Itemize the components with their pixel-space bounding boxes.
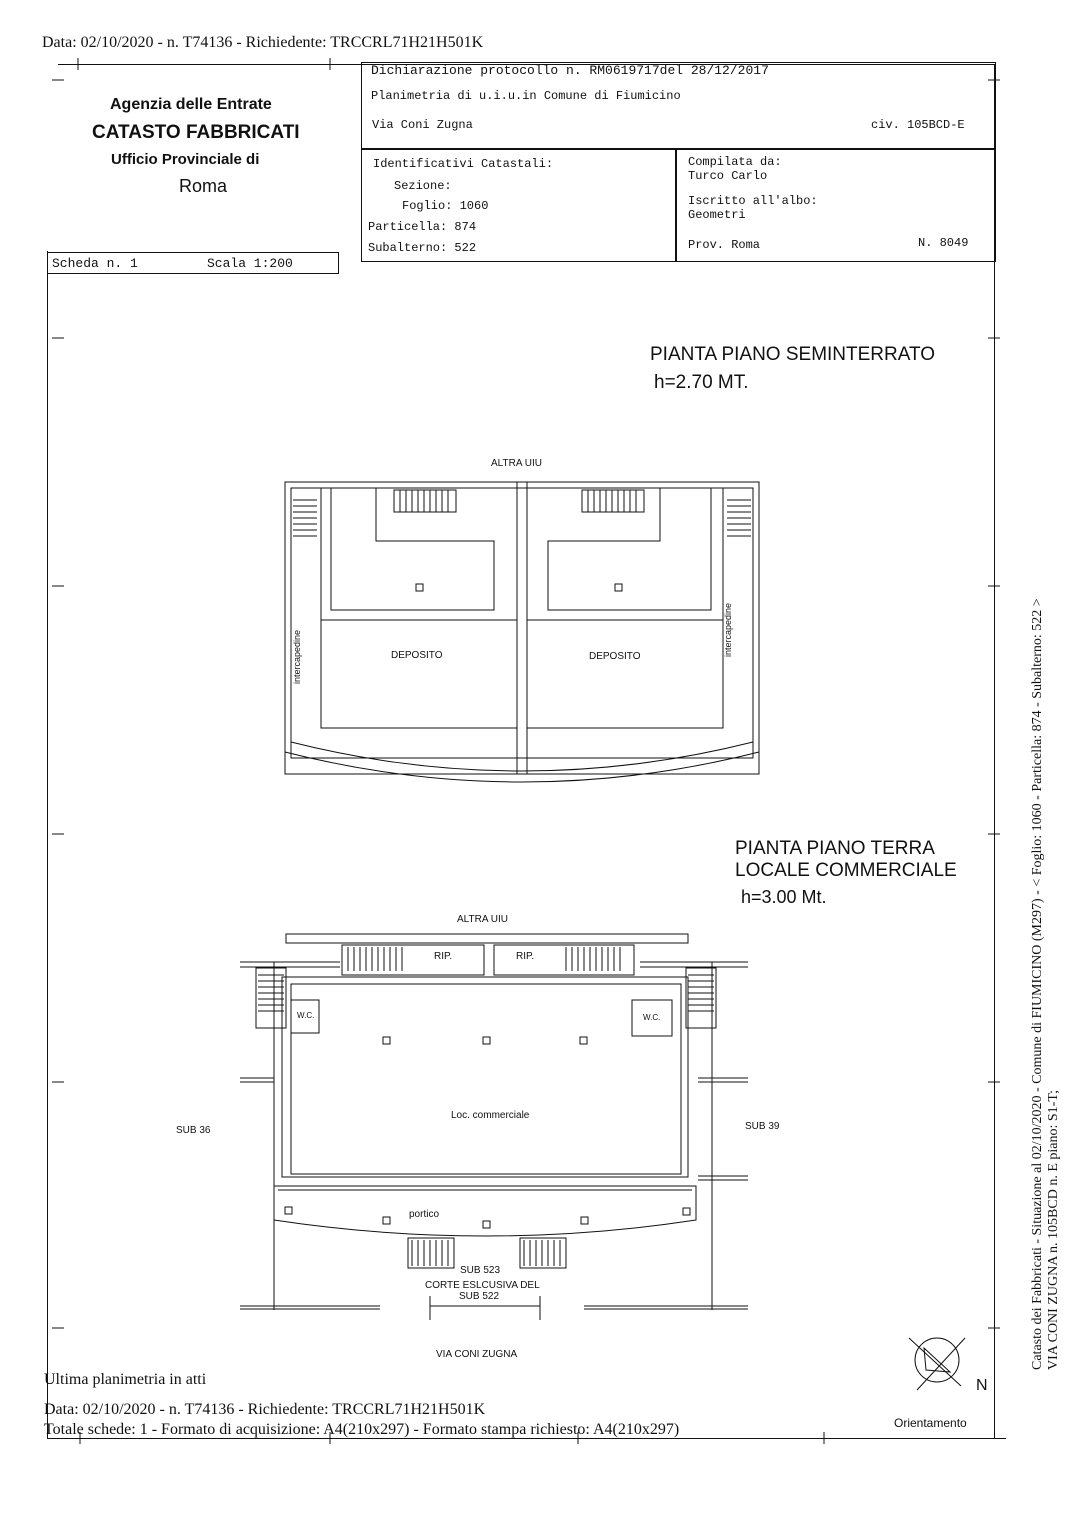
identifiers-sezione: Sezione:	[394, 179, 452, 193]
ground-sub-523: SUB 523	[460, 1265, 501, 1276]
compiler-label: Compilata da:	[688, 155, 782, 169]
compiler-number: N. 8049	[918, 236, 969, 250]
basement-altra-uiu: ALTRA UIU	[491, 458, 542, 469]
compiler-prov: Prov. Roma	[688, 238, 761, 252]
ground-title-2: LOCALE COMMERCIALE	[735, 860, 957, 881]
basement-intercapedine-right: intercapedine	[723, 602, 734, 658]
compiler-albo: Geometri	[688, 208, 746, 222]
ground-via-coni-zugna: VIA CONI ZUGNA	[436, 1349, 518, 1360]
identifiers-title: Identificativi Catastali:	[373, 157, 554, 171]
agency-line1: Agenzia delle Entrate	[110, 96, 272, 113]
agency-line3: Ufficio Provinciale di	[111, 151, 260, 168]
header-request-line: Data: 02/10/2020 - n. T74136 - Richiedente: TRCCRL71H21H501K	[42, 34, 484, 51]
side-cadastre-line2: VIA CONI ZUGNA n. 105BCD n. E piano: S1-T;	[1046, 1090, 1061, 1370]
ground-wc-right: W.C.	[643, 1013, 661, 1022]
basement-plan	[285, 482, 759, 782]
footer-sheets-line: Totale schede: 1 - Formato di acquisizione: A4(210x297) - Formato stampa richiesto: A4(210x297)	[44, 1421, 680, 1438]
basement-height: h=2.70 MT.	[654, 372, 749, 393]
orientation-label: Orientamento	[894, 1416, 967, 1430]
ground-sub-39: SUB 39	[745, 1121, 780, 1132]
identifiers-foglio: Foglio: 1060	[402, 199, 489, 213]
declaration-civ: civ. 105BCD-E	[871, 118, 965, 132]
agency-line2: CATASTO FABBRICATI	[92, 122, 300, 143]
ground-plan	[240, 934, 748, 1320]
identifiers-particella: Particella: 874	[368, 220, 477, 234]
basement-intercapedine-left: intercapedine	[292, 629, 303, 685]
ground-altra-uiu: ALTRA UIU	[457, 914, 508, 925]
frame-ticks-left	[52, 80, 64, 1328]
declaration-protocol: Dichiarazione protocollo n. RM0619717del 28/12/2017	[371, 63, 769, 78]
compiler-name: Turco Carlo	[688, 169, 768, 183]
ground-loc-commerciale: Loc. commerciale	[451, 1110, 530, 1121]
identifiers-subalterno: Subalterno: 522	[368, 241, 477, 255]
side-cadastre-line1: Catasto dei Fabbricati - Situazione al 02/10/2020 - Comune di FIUMICINO (M297) - < Foglio: 1060 - Particella: 874 - Subalterno: 522 >	[1030, 598, 1045, 1370]
footer-last-plan: Ultima planimetria in atti	[44, 1371, 207, 1388]
basement-deposito-left: DEPOSITO	[391, 650, 443, 661]
basement-deposito-right: DEPOSITO	[589, 651, 641, 662]
ground-rip-left: RIP.	[434, 951, 453, 962]
sheet-scheda: Scheda n. 1	[52, 256, 138, 271]
frame-ticks-top	[78, 58, 330, 70]
ground-rip-right: RIP.	[516, 951, 535, 962]
ground-corte-line1: CORTE ESLCUSIVA DEL	[425, 1280, 540, 1291]
sheet-scala: Scala 1:200	[207, 256, 293, 271]
ground-corte-line2: SUB 522	[459, 1291, 500, 1302]
ground-title-1: PIANTA PIANO TERRA	[735, 838, 935, 859]
ground-wc-left: W.C.	[297, 1011, 315, 1020]
footer-request-line: Data: 02/10/2020 - n. T74136 - Richiedente: TRCCRL71H21H501K	[44, 1401, 486, 1418]
ground-height: h=3.00 Mt.	[741, 887, 827, 907]
ground-portico: portico	[409, 1209, 440, 1220]
ground-sub-36: SUB 36	[176, 1125, 211, 1136]
compass-icon	[909, 1338, 965, 1390]
basement-title: PIANTA PIANO SEMINTERRATO	[650, 344, 936, 365]
declaration-street: Via Coni Zugna	[372, 118, 473, 132]
declaration-plan: Planimetria di u.i.u.in Comune di Fiumicino	[371, 89, 681, 103]
compiler-albo-label: Iscritto all'albo:	[688, 194, 818, 208]
agency-line4: Roma	[179, 176, 228, 196]
frame-ticks-right	[988, 80, 1000, 1328]
orientation-n: N	[976, 1377, 988, 1394]
